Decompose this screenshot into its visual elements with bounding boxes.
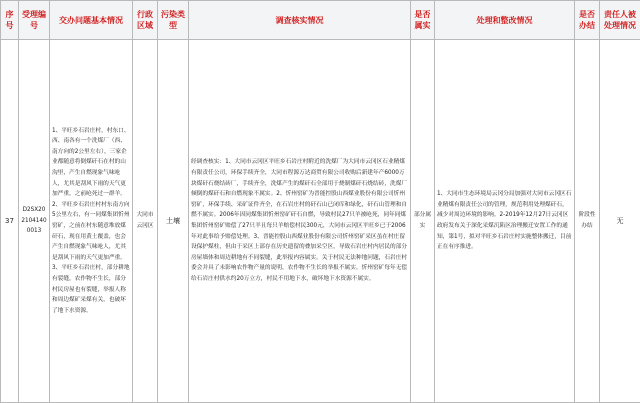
cell-accept-no: D2SX2021041400013 — [19, 40, 50, 403]
header-investigation: 调查核实情况 — [189, 1, 411, 40]
cell-region: 大同市云冈区 — [133, 40, 158, 403]
cell-handling: 1、大同市生态环境局云冈分局加强对大同市云冈区石业精煤有限责任公司的管理，规范利用处理煤矸石，减少对周边环境的影响。2-2019年12月27日云冈区政府发布关于深化采煤沉陷区治理搬迁安置工作的通知，第1号，拟对平旺乡石岩庄村实施整体搬迁，目前正在有序推进。 — [435, 40, 575, 403]
cell-verified: 部分属实 — [411, 40, 435, 403]
header-closed: 是否办结 — [575, 1, 600, 40]
header-pollution: 污染类型 — [158, 1, 189, 40]
cell-seq: 37 — [1, 40, 19, 403]
header-handling: 处理和整改情况 — [435, 1, 575, 40]
header-accept-no: 受理编号 — [19, 1, 50, 40]
cell-accountability: 无 — [600, 40, 640, 403]
cell-issue: 1、平旺乡石岩庄村，村东口、西、南各有一个洗煤厂（西、南方向的2公里左右），三家企业都随意将倒煤矸石在村的山沟里，产生自燃现象气味呛人，尤其是刮风下雨的天气更加严重，之前呛死过一群羊。2、平旺乡石岩庄村村东南方向5公里左右，有一同煤集团忻州窑矿，之前在村东随意堆放煤矸石，现在用黄土覆盖，也会产生自燃现象气味呛人，尤其是刮风下雨的天气更加严重。3、平旺乡石岩庄村，部分耕地有裂缝，农作物不生长，部分村民房屋也有裂缝，举报人称和周边煤矿采煤有关，也破坏了地下水资源。 — [50, 40, 133, 403]
header-region: 行政区域 — [133, 1, 158, 40]
header-issue: 交办问题基本情况 — [50, 1, 133, 40]
header-accountability: 责任人被处理情况 — [600, 1, 640, 40]
cell-closed: 阶段性办结 — [575, 40, 600, 403]
header-verified: 是否属实 — [411, 1, 435, 40]
table-row — [1, 40, 640, 403]
cell-pollution: 土壤 — [158, 40, 189, 403]
header-row — [1, 1, 640, 40]
header-seq: 序号 — [1, 1, 19, 40]
cell-investigation: 经调查核实：1、大同市云冈区平旺乡石岩庄村附近的洗煤厂为大同市云冈区石业精煤有限责任公司，环保手续齐全，大同市程源万达商贸有限公司收购后新建年产6000万块煤矸石烧结砖厂，手续齐全，洗煤产生的煤矸石全部用于烧制煤矸石烧结砖，洗煤厂倾倒的煤矸石和自燃现象不属实。2、忻州窑矿为晋能控股山西煤业股份有限公司忻州窑矿，环保手续、采矿证件齐全，在石岩庄村的矸石山已闭库和绿化，矸石山管理和自燃不属实。2006年因同煤集团忻州窑矿矸石自燃，导致村民27只羊被呛死，同年同煤集团忻州窑矿赔偿了27只羊且每只羊赔偿村民300元，大同市云冈区平旺乡已于2006年对此事给予赔偿处理。3、晋能控股山西煤业股份有限公司忻州窑矿采区虽在村庄留设保护煤柱，但由于采区上部存在历史遗留的叠加采空区，导致石岩庄村内居民的部分房屋墙体和周边耕地有不同裂缝，此举报内容属实。关于村民无法种地问题，石岩庄村委会并具了未影响农作物产量的说明，农作物不生长的举报不属实。忻州窑矿每年无偿给石岩庄村供水约20万立方，村民不用地下水，破坏地下水资源不属实。 — [189, 40, 411, 403]
